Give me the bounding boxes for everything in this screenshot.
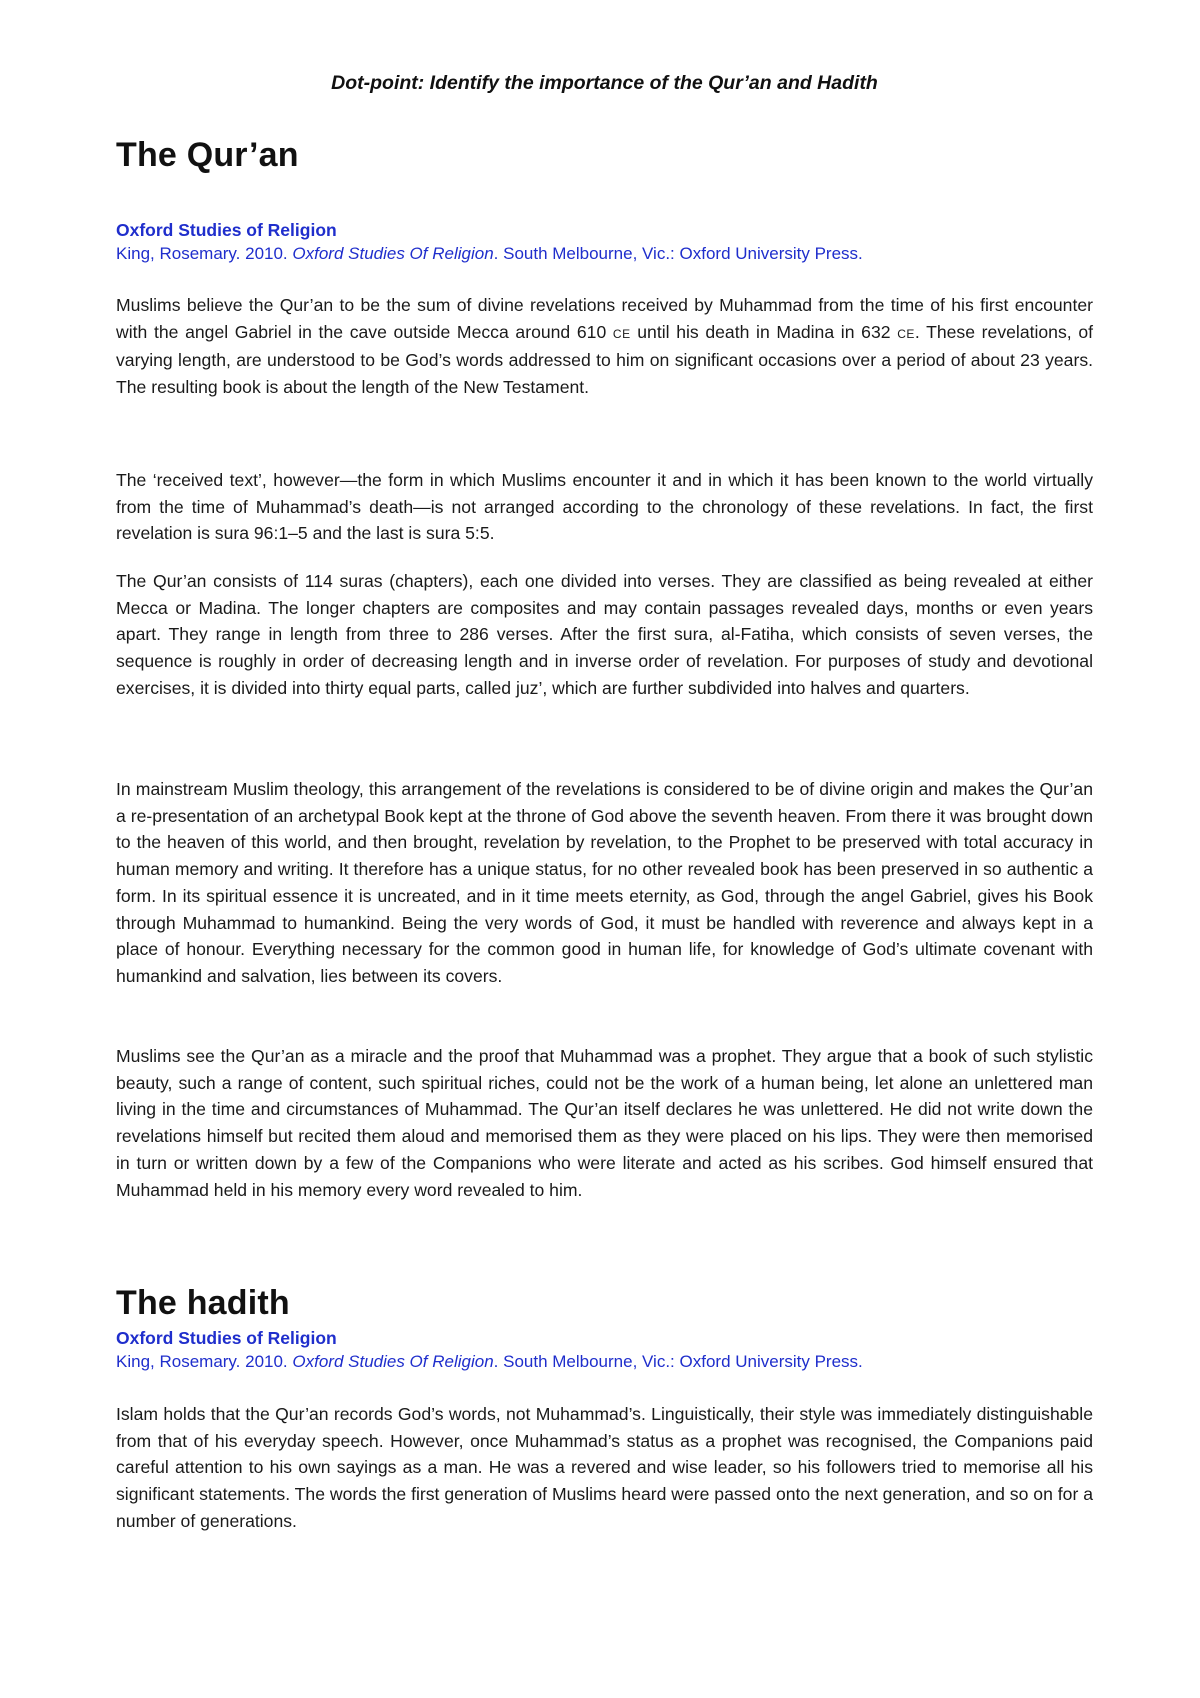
citation-publisher: . South Melbourne, Vic.: Oxford University Press.	[493, 1352, 863, 1371]
hadith-citation	[116, 1352, 863, 1372]
quran-paragraph-1	[116, 292, 1093, 401]
hadith-source-title: Oxford Studies of Religion	[116, 1328, 337, 1348]
quran-paragraph-4: In mainstream Muslim theology, this arrangement of the revelations is considered to be of divine origin and makes the Qur’an a re-presentation of an archetypal Book kept at the throne of God above the seventh heaven. From there it was brought down to the heaven of this world, and then brought, revelation by revelation, to the Prophet to be preserved with total accuracy in human memory and writing. It therefore has a unique status, for no other revealed book has been preserved in so authentic a form. In its spiritual essence it is uncreated, and in it time meets eternity, as God, through the angel Gabriel, gives his Book through Muhammad to humankind. Being the very words of God, it must be handled with reverence and always kept in a place of honour. Everything necessary for the common good in human life, for knowledge of God’s ultimate covenant with humankind and salvation, lies between its covers.	[116, 779, 1093, 986]
quran-paragraph-2: The ‘received text’, however—the form in which Muslims encounter it and in which it has been known to the world virtually from the time of Muhammad’s death—is not arranged according to the chronology of these revelations. In fact, the first revelation is sura 96:1–5 and the last is sura 5:5.	[116, 470, 1093, 544]
citation-author: King, Rosemary. 2010.	[116, 1352, 293, 1371]
era-label: CE	[612, 326, 631, 341]
citation-book-title: Oxford Studies Of Religion	[292, 244, 494, 263]
hadith-heading: The hadith	[116, 1284, 290, 1322]
paragraph-text: . These revelations, of varying length, are understood to be God’s words addressed to him on significant occasions over a period of about 23 years. The resulting book is about the length of the New Testament.	[116, 321, 1094, 398]
quran-source-title: Oxford Studies of Religion	[116, 220, 337, 240]
era-label: CE	[897, 326, 915, 341]
quran-paragraph-3: The Qur’an consists of 114 suras (chapters), each one divided into verses. They are classified as being revealed at either Mecca or Madina. The longer chapters are composites and may contain passages revealed days, months or even years apart. They range in length from three to 286 verses. After the first sura, al-Fatiha, which consists of seven verses, the sequence is roughly in order of decreasing length and in inverse order of revelation. For purposes of study and devotional exercises, it is divided into thirty equal parts, called juz’, which are further subdivided into halves and quarters.	[116, 571, 1093, 698]
paragraph-text: Muslims believe the Qur’an to be the sum of divine revelations received by Muhammad from the time of his first encounter with the angel Gabriel in the cave outside Mecca around 610	[116, 295, 1093, 342]
hadith-paragraph-1: Islam holds that the Qur’an records God’s words, not Muhammad’s. Linguistically, their style was immediately distinguishable from that of his everyday speech. However, once Muhammad’s status as a prophet was recognised, the Companions paid careful attention to his own sayings as a man. He was a revered and wise leader, so his followers tried to memorise all his significant statements. The words the first generation of Muslims heard were passed onto the next generation, and so on for a number of generations.	[116, 1404, 1093, 1531]
dotpoint-heading: Dot-point: Identify the importance of the Qur’an and Hadith	[331, 72, 878, 94]
citation-author: King, Rosemary. 2010.	[116, 244, 293, 263]
quran-paragraph-5: Muslims see the Qur’an as a miracle and the proof that Muhammad was a prophet. They argue that a book of such stylistic beauty, such a range of content, such spiritual riches, could not be the work of a human being, let alone an unlettered man living in the time and circumstances of Muhammad. The Qur’an itself declares he was unlettered. He did not write down the revelations himself but recited them aloud and memorised them as they were placed on his lips. They were then memorised in turn or written down by a few of the Companions who were literate and acted as his scribes. God himself ensured that Muhammad held in his memory every word revealed to him.	[116, 1046, 1093, 1200]
quran-heading: The Qur’an	[116, 136, 299, 174]
citation-book-title: Oxford Studies Of Religion	[292, 1352, 494, 1371]
citation-publisher: . South Melbourne, Vic.: Oxford University Press.	[493, 244, 863, 263]
quran-citation	[116, 244, 863, 264]
paragraph-text: until his death in Madina in 632	[630, 321, 898, 342]
